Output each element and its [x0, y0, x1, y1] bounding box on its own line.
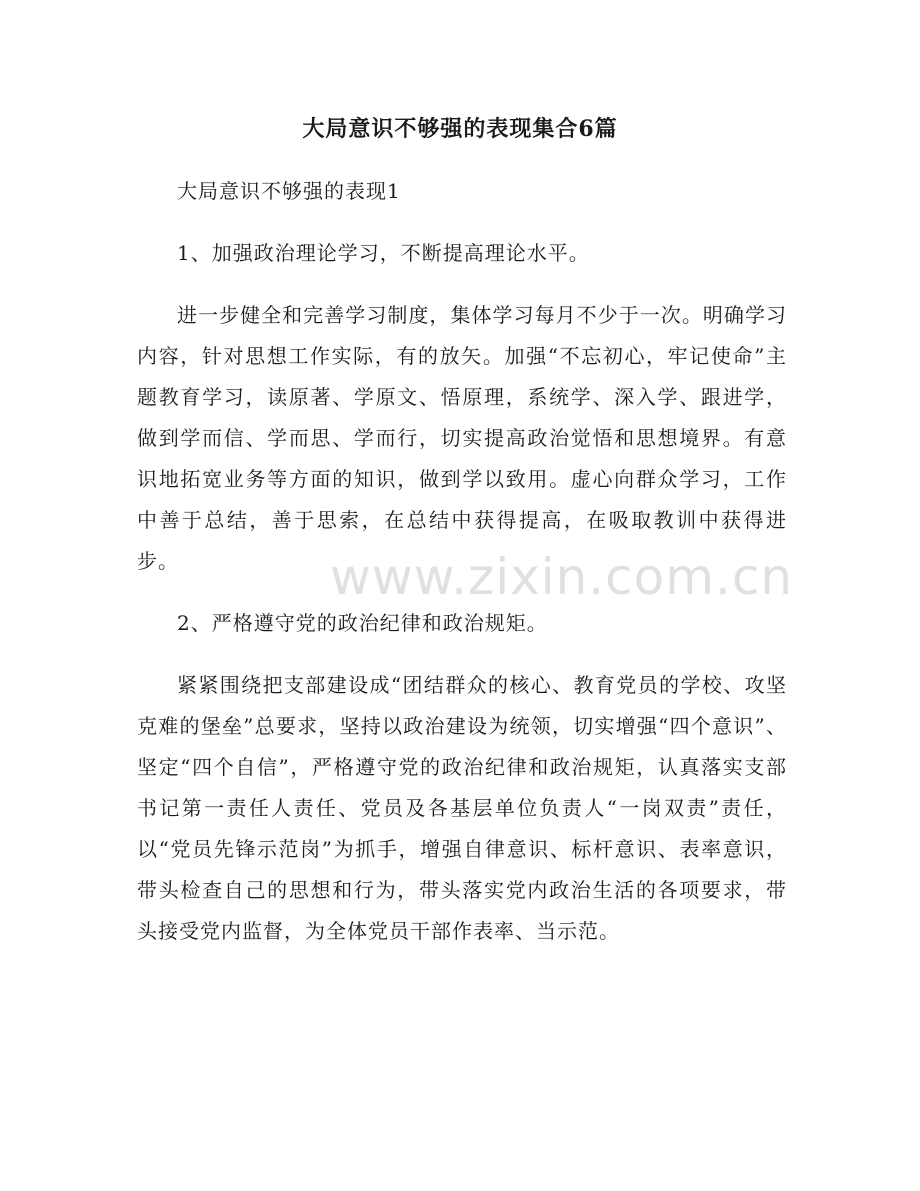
body-paragraph-2: 紧紧围绕把支部建设成“团结群众的核心、教育党员的学校、攻坚克难的堡垒”总要求，坚持以政治建设为统领，切实增强“四个意识”、坚定“四个自信”，严格遵守党的政治纪律和政治规矩，认真落实支部书记第一责任人责任、党员及各基层单位负责人“一岗双责”责任，以“党员先锋示范岗”为抓手，增强自律意识、标杆意识、表率意识，带头检查自己的思想和行为，带头落实党内政治生活的各项要求，带头接受党内监督，为全体党员干部作表率、当示范。	[137, 673, 787, 943]
point-heading-1: 1、加强政治理论学习，不断提高理论水平。	[177, 241, 590, 265]
section-heading-1: 大局意识不够强的表现1	[177, 179, 401, 203]
point-heading-2: 2、严格遵守党的政治纪律和政治规矩。	[177, 611, 548, 635]
document-title: 大局意识不够强的表现集合6篇	[302, 116, 618, 142]
document-body	[137, 171, 787, 973]
site-watermark: www.zixin.com.cn	[330, 548, 794, 606]
body-paragraph-1: 进一步健全和完善学习制度，集体学习每月不少于一次。明确学习内容，针对思想工作实际，有的放矢。加强“不忘初心，牢记使命”主题教育学习，读原著、学原文、悟原理，系统学、深入学、跟进学，做到学而信、学而思、学而行，切实提高政治觉悟和思想境界。有意识地拓宽业务等方面的知识，做到学以致用。虚心向群众学习，工作中善于总结，善于思索，在总结中获得提高，在吸取教训中获得进步。	[137, 303, 787, 573]
